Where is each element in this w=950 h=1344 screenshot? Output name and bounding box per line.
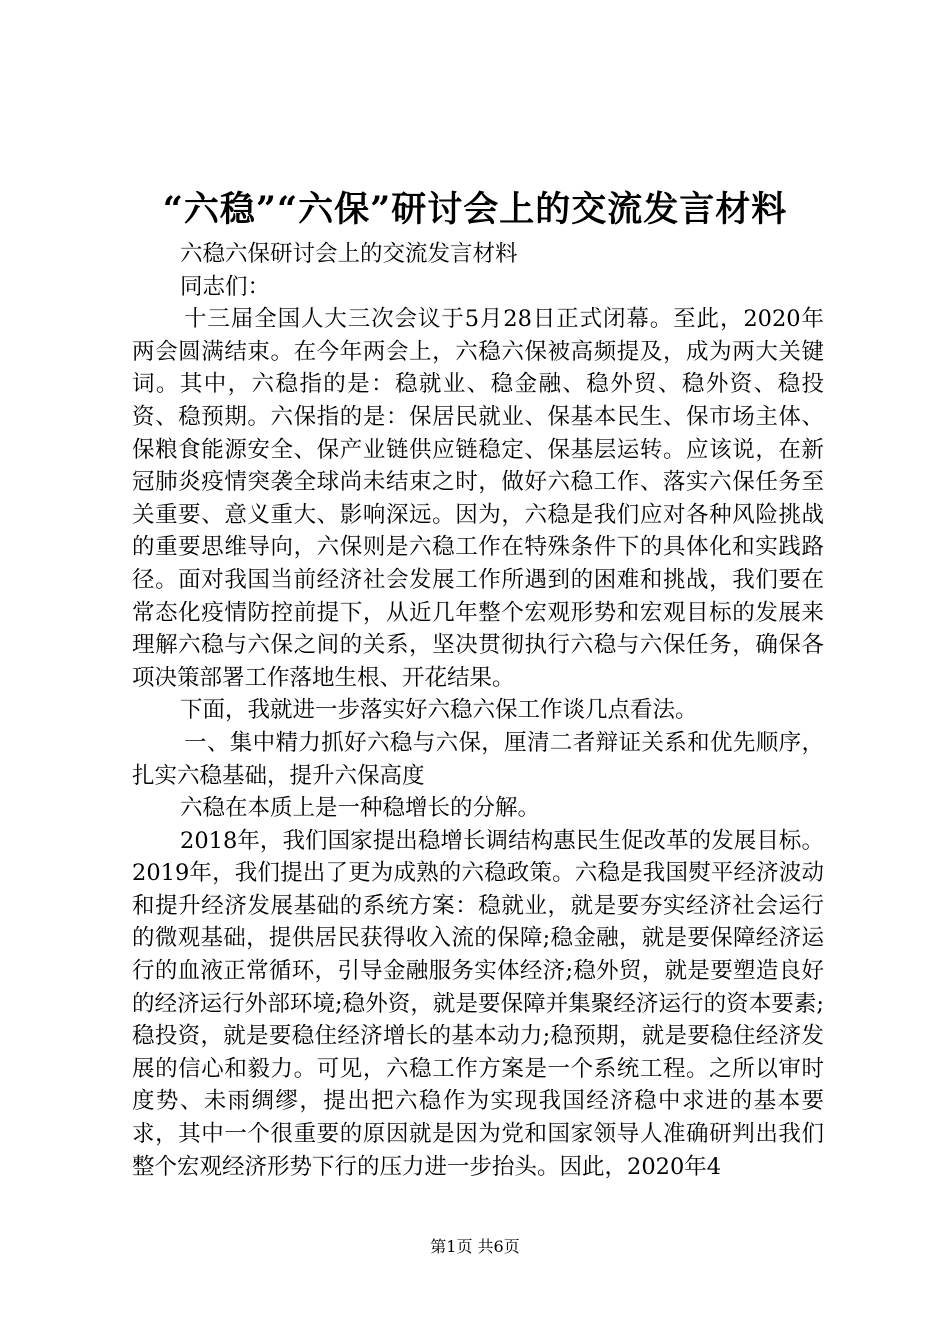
paragraph-essence: 六稳在本质上是一种稳增长的分解。 [180,795,541,822]
salutation: 同志们： [180,273,271,300]
paragraph-intro: 十三届全国人大三次会议于5月28日正式闭幕。至此，2020年两会圆满结束。在今年两会上，六稳六保被高频提及，成为两大关键词。其中，六稳指的是：稳就业、稳金融、稳外贸、稳外资、稳投资、稳预期。六保指的是：保居民就业、保基本民生、保市场主体、保粮食能源安全、保产业链供应链稳定、保基层运转。应该说，在新冠肺炎疫情突袭全球尚未结束之时，做好六稳工作、落实六保任务至关重要、意义重大、影响深远。因为，六稳是我们应对各种风险挑战的重要思维导向，六保则是六稳工作在特殊条件下的具体化和实践路径。面对我国当前经济社会发展工作所遇到的困难和挑战，我们要在常态化疫情防控前提下，从近几年整个宏观形势和宏观目标的发展来理解六稳与六保之间的关系，坚决贯彻执行六稳与六保任务，确保各项决策部署工作落地生根、开花结果。 [132,306,824,691]
paragraph-transition: 下面，我就进一步落实好六稳六保工作谈几点看法。 [180,697,698,724]
document-body [132,238,824,1183]
paragraph-background: 2018年，我们国家提出稳增长调结构惠民生促改革的发展目标。2019年，我们提出了更为成熟的六稳政策。六稳是我国熨平经济波动和提升经济发展基础的系统方案：稳就业，就是要夯实经济社会运行的微观基础，提供居民获得收入流的保障;稳金融，就是要保障经济运行的血液正常循环，引导金融服务实体经济;稳外贸，就是要塑造良好的经济运行外部环境;稳外资，就是要保障并集聚经济运行的资本要素;稳投资，就是要稳住经济增长的基本动力;稳预期，就是要稳住经济发展的信心和毅力。可见，六稳工作方案是一个系统工程。之所以审时度势、未雨绸缪，提出把六稳作为实现我国经济稳中求进的基本要求，其中一个很重要的原因就是因为党和国家领导人准确研判出我们整个宏观经济形势下行的压力进一步抬头。因此，2020年4 [132,827,824,1180]
subtitle-line: 六稳六保研讨会上的交流发言材料 [180,241,518,267]
document-title: “六稳”“六保”研讨会上的交流发言材料 [162,189,788,230]
page-footer: 第1页 共6页 [430,1237,520,1256]
section-heading-1: 一、集中精力抓好六稳与六保，厘清二者辩证关系和优先顺序，扎实六稳基础，提升六保高度 [132,729,824,789]
